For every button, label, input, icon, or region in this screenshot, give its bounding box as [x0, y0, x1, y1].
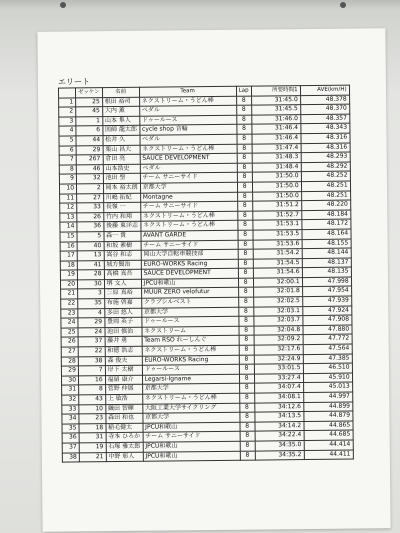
cell-rank: 31 [62, 385, 79, 395]
cell-team: ネクストリーム・うどん棒 [139, 96, 236, 107]
cell-rank: 6 [59, 145, 76, 155]
cell-team: SAUCE DEVELOPMENT [140, 153, 237, 164]
cell-time: 32:03.7 [254, 316, 303, 326]
cell-team: ドゥールース [139, 115, 236, 126]
cell-team: JPCU和歌山 [143, 422, 240, 433]
cell-lap: 8 [238, 278, 253, 288]
cell-rank: 23 [61, 309, 78, 319]
cell-lap: 8 [238, 249, 253, 259]
cell-ave: 48.293 [301, 152, 350, 162]
cell-rank: 34 [62, 414, 79, 424]
cell-lap: 8 [237, 211, 252, 221]
cell-rank: 33 [62, 405, 79, 415]
cell-lap: 8 [237, 201, 252, 211]
cell-time: 31:47.4 [252, 143, 301, 153]
header-team: Team [139, 86, 236, 97]
sheet-title: エリート [57, 77, 90, 87]
cell-time: 31:46.4 [251, 124, 300, 134]
cell-rank: 38 [62, 452, 79, 462]
cell-team: ネクストリーム [142, 326, 239, 337]
cell-time: 31:50.0 [252, 172, 301, 182]
pin-icon [340, 2, 346, 8]
results-table [58, 85, 354, 463]
cell-lap: 8 [240, 441, 255, 451]
cell-time: 34:35.2 [255, 450, 304, 460]
cell-name: 寺本 ひろか [106, 433, 143, 443]
cell-ave: 48.343 [300, 123, 349, 133]
cell-name: 山本 隼人 [102, 116, 139, 126]
cell-time: 31:54.6 [253, 268, 302, 278]
cell-lap: 8 [239, 403, 254, 413]
cell-bib: 4 [78, 308, 105, 318]
cell-bib: 33 [77, 203, 104, 213]
cell-team: ネクストリーム・うどん棒 [140, 211, 237, 222]
cell-time: 32:04.8 [254, 325, 303, 335]
cell-name: 福留 康介 [105, 375, 142, 385]
cell-time: 31:45.5 [251, 105, 300, 115]
cell-bib: 23 [79, 414, 106, 424]
cell-name: 三原 真裕 [104, 289, 141, 299]
cell-ave: 47.772 [303, 334, 352, 344]
cell-team: ネクストリーム・うどん棒 [142, 345, 239, 356]
cell-team: ネクストリーム・うどん棒 [142, 393, 239, 404]
cell-ave: 48.220 [301, 200, 350, 210]
header-time: 所要時間1 [251, 86, 300, 96]
cell-ave: 45.910 [303, 373, 352, 383]
cell-team: Team RSO れーしんぐ [142, 336, 239, 347]
cell-bib: 36 [77, 222, 104, 232]
cell-time: 31:51.2 [252, 201, 301, 211]
cell-lap: 8 [238, 288, 253, 298]
cell-lap: 8 [238, 259, 253, 269]
cell-rank: 12 [60, 203, 77, 213]
cell-team: ネクストリーム・うどん棒 [140, 144, 237, 155]
cell-name: 川嶋 拓紀 [103, 193, 140, 203]
cell-name: 嵩谷 和志 [104, 250, 141, 260]
cell-bib: 16 [78, 375, 105, 385]
cell-team: JPCU和歌山 [143, 451, 240, 462]
cell-time: 34:14.2 [255, 421, 304, 431]
cell-team: ドゥールース [142, 364, 239, 375]
cell-ave: 48.135 [302, 267, 351, 277]
cell-ave: 44.879 [304, 411, 353, 421]
cell-rank: 11 [60, 193, 77, 203]
cell-rank: 36 [62, 433, 79, 443]
cell-name: 布施 啓嘉 [104, 298, 141, 308]
cell-ave: 48.251 [301, 181, 350, 191]
cell-ave: 48.378 [300, 95, 349, 105]
cell-ave: 48.357 [300, 114, 349, 124]
cell-time: 31:53.6 [253, 239, 302, 249]
cell-ave: 44.899 [303, 402, 352, 412]
cell-bib: 45 [76, 107, 103, 117]
cell-name: 稲毛健太 [106, 423, 143, 433]
cell-bib: 1 [76, 116, 103, 126]
cell-team: EURO-WORKS Racing [142, 355, 239, 366]
cell-name: 城方賢治 [104, 260, 141, 270]
cell-team: 岡山大学自転車競技部 [141, 249, 238, 260]
cell-ave: 44.865 [304, 421, 353, 431]
cell-name: 上 敏浩 [105, 394, 142, 404]
cell-name: 山本浩史 [103, 164, 140, 174]
cell-team: Montagne [140, 192, 237, 203]
cell-ave: 47.908 [303, 315, 352, 325]
cell-name: 堺 文人 [104, 279, 141, 289]
cell-lap: 8 [240, 451, 255, 461]
cell-bib: 13 [77, 251, 104, 261]
cell-ave: 47.939 [302, 296, 351, 306]
cell-name: 和坂 素樹 [104, 241, 141, 251]
table-row [62, 450, 353, 463]
cell-time: 32:03.1 [253, 306, 302, 316]
results-body [59, 95, 353, 463]
cell-name: 池田 慎治 [105, 327, 142, 337]
cell-ave: 47.385 [303, 354, 352, 364]
cell-lap: 8 [240, 412, 255, 422]
cell-lap: 8 [237, 144, 252, 154]
cell-team: MUUR ZERO velofutur [141, 288, 238, 299]
cell-team: チーム サニーサイド [140, 201, 237, 212]
cell-bib: 32 [76, 174, 103, 184]
cell-team: ペダル [139, 105, 236, 116]
cell-lap: 8 [239, 355, 254, 365]
cell-ave: 46.510 [303, 363, 352, 373]
cell-rank: 5 [59, 136, 76, 146]
cell-bib: 25 [76, 97, 103, 107]
cell-bib: 18 [79, 423, 106, 433]
cell-lap: 8 [237, 192, 252, 202]
cell-ave: 48.164 [302, 229, 351, 239]
cell-lap: 8 [238, 230, 253, 240]
cell-rank: 4 [59, 126, 76, 136]
cell-team: JPCU和歌山 [143, 441, 240, 452]
cell-time: 32:17.6 [254, 345, 303, 355]
header-name: 名前 [102, 87, 139, 97]
cell-time: 31:53.5 [253, 229, 302, 239]
cell-name: 藤井 勇 [105, 337, 142, 347]
cell-lap: 8 [237, 172, 252, 182]
cell-bib: 10 [79, 404, 106, 414]
cell-lap: 8 [239, 326, 254, 336]
cell-ave: 45.013 [303, 382, 352, 392]
cell-bib: 3 [78, 289, 105, 299]
cell-team: チーム サニーサイド [140, 173, 237, 184]
cell-rank: 17 [60, 251, 77, 261]
cell-rank: 32 [62, 395, 79, 405]
cell-team: クラブシルベスト [141, 297, 238, 308]
cell-lap: 8 [239, 393, 254, 403]
cell-rank: 20 [60, 280, 77, 290]
cell-team: Legarsi-Igname [142, 374, 239, 385]
cell-lap: 8 [239, 345, 254, 355]
cell-time: 31:50.0 [252, 191, 301, 201]
cell-time: 31:52.7 [252, 210, 301, 220]
cell-ave: 44.414 [304, 440, 353, 450]
header-lap: Lap [236, 86, 251, 96]
cell-lap: 8 [236, 96, 251, 106]
cell-name: 岡本 裕太朗 [103, 183, 140, 193]
cell-name: 池田 聖 [103, 174, 140, 184]
cell-rank: 8 [59, 165, 76, 175]
cell-team: 京都大学 [140, 182, 237, 193]
cell-bib: 8 [79, 385, 106, 395]
cell-lap: 8 [239, 383, 254, 393]
cell-team: SAUCE DEVELOPMENT [141, 269, 238, 280]
cell-name: 森 俊夫 [105, 356, 142, 366]
cell-lap: 8 [239, 374, 254, 384]
cell-time: 32:24.9 [254, 354, 303, 364]
cell-lap: 8 [238, 307, 253, 317]
cell-team: 京都大学 [141, 307, 238, 318]
cell-time: 32:00.1 [253, 277, 302, 287]
cell-rank: 15 [60, 232, 77, 242]
cell-bib: 19 [79, 443, 106, 453]
pin-icon [60, 2, 66, 8]
cell-name: 大内 薫 [102, 106, 139, 116]
header-ave: AVE(km/H) [300, 85, 349, 95]
cell-name: 織田 智暉 [105, 404, 142, 414]
cell-bib: 29 [78, 318, 105, 328]
cell-team: 京都大学 [142, 384, 239, 395]
cell-rank: 7 [59, 155, 76, 165]
cell-ave: 48.144 [302, 248, 351, 258]
cell-lap: 8 [237, 182, 252, 192]
cell-rank: 18 [60, 261, 77, 271]
cell-rank: 3 [59, 117, 76, 127]
cell-lap: 8 [236, 105, 251, 115]
cell-lap: 8 [238, 240, 253, 250]
cell-bib: 38 [78, 356, 105, 366]
cell-name: 森一 貴 [104, 231, 141, 241]
cell-time: 34:22.4 [255, 431, 304, 441]
cell-name: 菅野 仲展 [105, 385, 142, 395]
cell-name: 長嶺 一 [103, 202, 140, 212]
cell-rank: 21 [61, 289, 78, 299]
cell-team: チーム サニーサイド [143, 432, 240, 443]
cell-rank: 1 [59, 98, 76, 108]
cell-time: 34:08.1 [254, 393, 303, 403]
cell-lap: 8 [239, 336, 254, 346]
cell-lap: 8 [240, 422, 255, 432]
cell-ave: 48.155 [302, 239, 351, 249]
cell-rank: 35 [62, 424, 79, 434]
cell-team: JPCU和歌山 [141, 278, 238, 289]
cell-time: 33:01.5 [254, 364, 303, 374]
cell-name: 高橋 真吾 [104, 270, 141, 280]
cell-name: 中野 彰人 [106, 452, 143, 462]
cell-name: 和徳 浩志 [105, 346, 142, 356]
cell-name: 後藤 東洋志 [104, 222, 141, 232]
cell-ave: 48.172 [302, 219, 351, 229]
cell-bib: 5 [77, 232, 104, 242]
cell-time: 34:13.5 [255, 412, 304, 422]
cell-team: ドゥールース [142, 316, 239, 327]
cell-lap: 8 [238, 297, 253, 307]
cell-ave: 47.880 [303, 325, 352, 335]
cell-time: 34:07.4 [254, 383, 303, 393]
cell-lap: 8 [237, 134, 252, 144]
cell-time: 31:45.0 [251, 95, 300, 105]
cell-time: 32:01.8 [253, 287, 302, 297]
cell-rank: 16 [60, 241, 77, 251]
cell-lap: 8 [239, 364, 254, 374]
cell-time: 31:50.0 [252, 182, 301, 192]
cell-team: AVANT GARDE [141, 230, 238, 241]
cell-rank: 24 [61, 318, 78, 328]
cell-lap: 8 [238, 268, 253, 278]
cell-ave: 48.316 [301, 143, 350, 153]
cell-lap: 8 [236, 124, 251, 134]
cell-name: 多田 悠人 [104, 308, 141, 318]
cell-bib: 29 [76, 145, 103, 155]
cell-rank: 27 [61, 347, 78, 357]
cell-rank: 26 [61, 337, 78, 347]
cell-rank: 10 [59, 184, 76, 194]
cell-team: ペダル [140, 134, 237, 145]
cell-bib: 6 [76, 126, 103, 136]
cell-name: 図師 龍太郎 [103, 126, 140, 136]
cell-time: 31:54.5 [253, 258, 302, 268]
cell-bib: 267 [76, 155, 103, 165]
cell-bib: 40 [77, 241, 104, 251]
cell-team: チーム サニーサイド [141, 240, 238, 251]
cell-ave: 47.924 [302, 306, 351, 316]
cell-name: 豊岡 英子 [105, 318, 142, 328]
cell-rank: 30 [61, 376, 78, 386]
cell-time: 34:35.0 [255, 441, 304, 451]
cell-ave: 48.370 [300, 104, 349, 114]
cell-time: 32:02.5 [253, 297, 302, 307]
cell-time: 33:27.4 [254, 373, 303, 383]
cell-rank: 28 [61, 357, 78, 367]
cell-ave: 48.316 [301, 133, 350, 143]
cell-bib: 41 [77, 260, 104, 270]
cell-ave: 48.252 [301, 171, 350, 181]
cell-bib: 46 [76, 164, 103, 174]
cell-rank: 2 [59, 107, 76, 117]
cell-ave: 44.411 [304, 450, 353, 460]
cell-rank: 14 [60, 222, 77, 232]
cell-time: 31:46.4 [252, 134, 301, 144]
cell-bib: 31 [79, 433, 106, 443]
cell-bib: 27 [77, 193, 104, 203]
cell-time: 31:46.0 [251, 114, 300, 124]
cell-rank: 13 [60, 213, 77, 223]
cell-name: 竹内 和翔 [103, 212, 140, 222]
cell-name: 松井 久 [103, 135, 140, 145]
cell-ave: 44.997 [303, 392, 352, 402]
cell-bib: 35 [78, 299, 105, 309]
cell-lap: 8 [240, 431, 255, 441]
cell-rank: 29 [61, 366, 78, 376]
cell-name: 石塚 雅太郎 [106, 442, 143, 452]
cell-rank: 25 [61, 328, 78, 338]
cell-bib: 43 [79, 395, 106, 405]
cell-ave: 47.564 [303, 344, 352, 354]
cell-lap: 8 [237, 153, 252, 163]
cell-time: 34:12.6 [254, 402, 303, 412]
cell-ave: 47.998 [302, 277, 351, 287]
cell-bib: 2 [76, 184, 103, 194]
cell-team: ペダル [140, 163, 237, 174]
cell-bib: 24 [78, 327, 105, 337]
cell-bib: 7 [78, 366, 105, 376]
cell-ave: 48.292 [301, 162, 350, 172]
cell-name: 根田 裕司 [102, 97, 139, 107]
cell-name: 森田 和也 [106, 413, 143, 423]
cell-lap: 8 [238, 220, 253, 230]
cell-ave: 44.685 [304, 430, 353, 440]
cell-rank: 37 [62, 443, 79, 453]
cell-time: 31:53.1 [253, 220, 302, 230]
header-rank [58, 88, 75, 98]
cell-rank: 9 [59, 174, 76, 184]
cell-rank: 22 [61, 299, 78, 309]
cell-bib: 26 [77, 212, 104, 222]
cell-name: 岸下 太樹 [105, 365, 142, 375]
cell-bib: 22 [78, 347, 105, 357]
cell-bib: 30 [77, 280, 104, 290]
cell-ave: 48.184 [301, 210, 350, 220]
cell-bib: 44 [76, 136, 103, 146]
cell-lap: 8 [237, 163, 252, 173]
cell-team: cycle shop 音輪 [140, 125, 237, 136]
cell-team: EURO-WORKS Racing [141, 259, 238, 270]
cell-team: ネクストリーム・うどん棒 [141, 221, 238, 232]
cell-team: 大阪工業大学サイクリング [142, 403, 239, 414]
cell-time: 32:09.2 [254, 335, 303, 345]
cell-time: 31:54.2 [253, 249, 302, 259]
header-bib: ゼッケン [75, 88, 102, 98]
cell-lap: 8 [239, 316, 254, 326]
cell-ave: 47.954 [302, 287, 351, 297]
cell-team: 京都大学 [143, 412, 240, 423]
cell-time: 31:48.4 [252, 162, 301, 172]
cell-name: 倉田 亮 [103, 154, 140, 164]
cell-ave: 48.251 [301, 191, 350, 201]
cell-bib: 37 [78, 337, 105, 347]
cell-lap: 8 [236, 115, 251, 125]
cell-ave: 48.137 [302, 258, 351, 268]
cell-time: 31:48.3 [252, 153, 301, 163]
cell-bib: 21 [79, 452, 106, 462]
cell-rank: 19 [60, 270, 77, 280]
results-sheet [37, 28, 390, 532]
cell-bib: 28 [77, 270, 104, 280]
cell-name: 栗山 昌大 [103, 145, 140, 155]
